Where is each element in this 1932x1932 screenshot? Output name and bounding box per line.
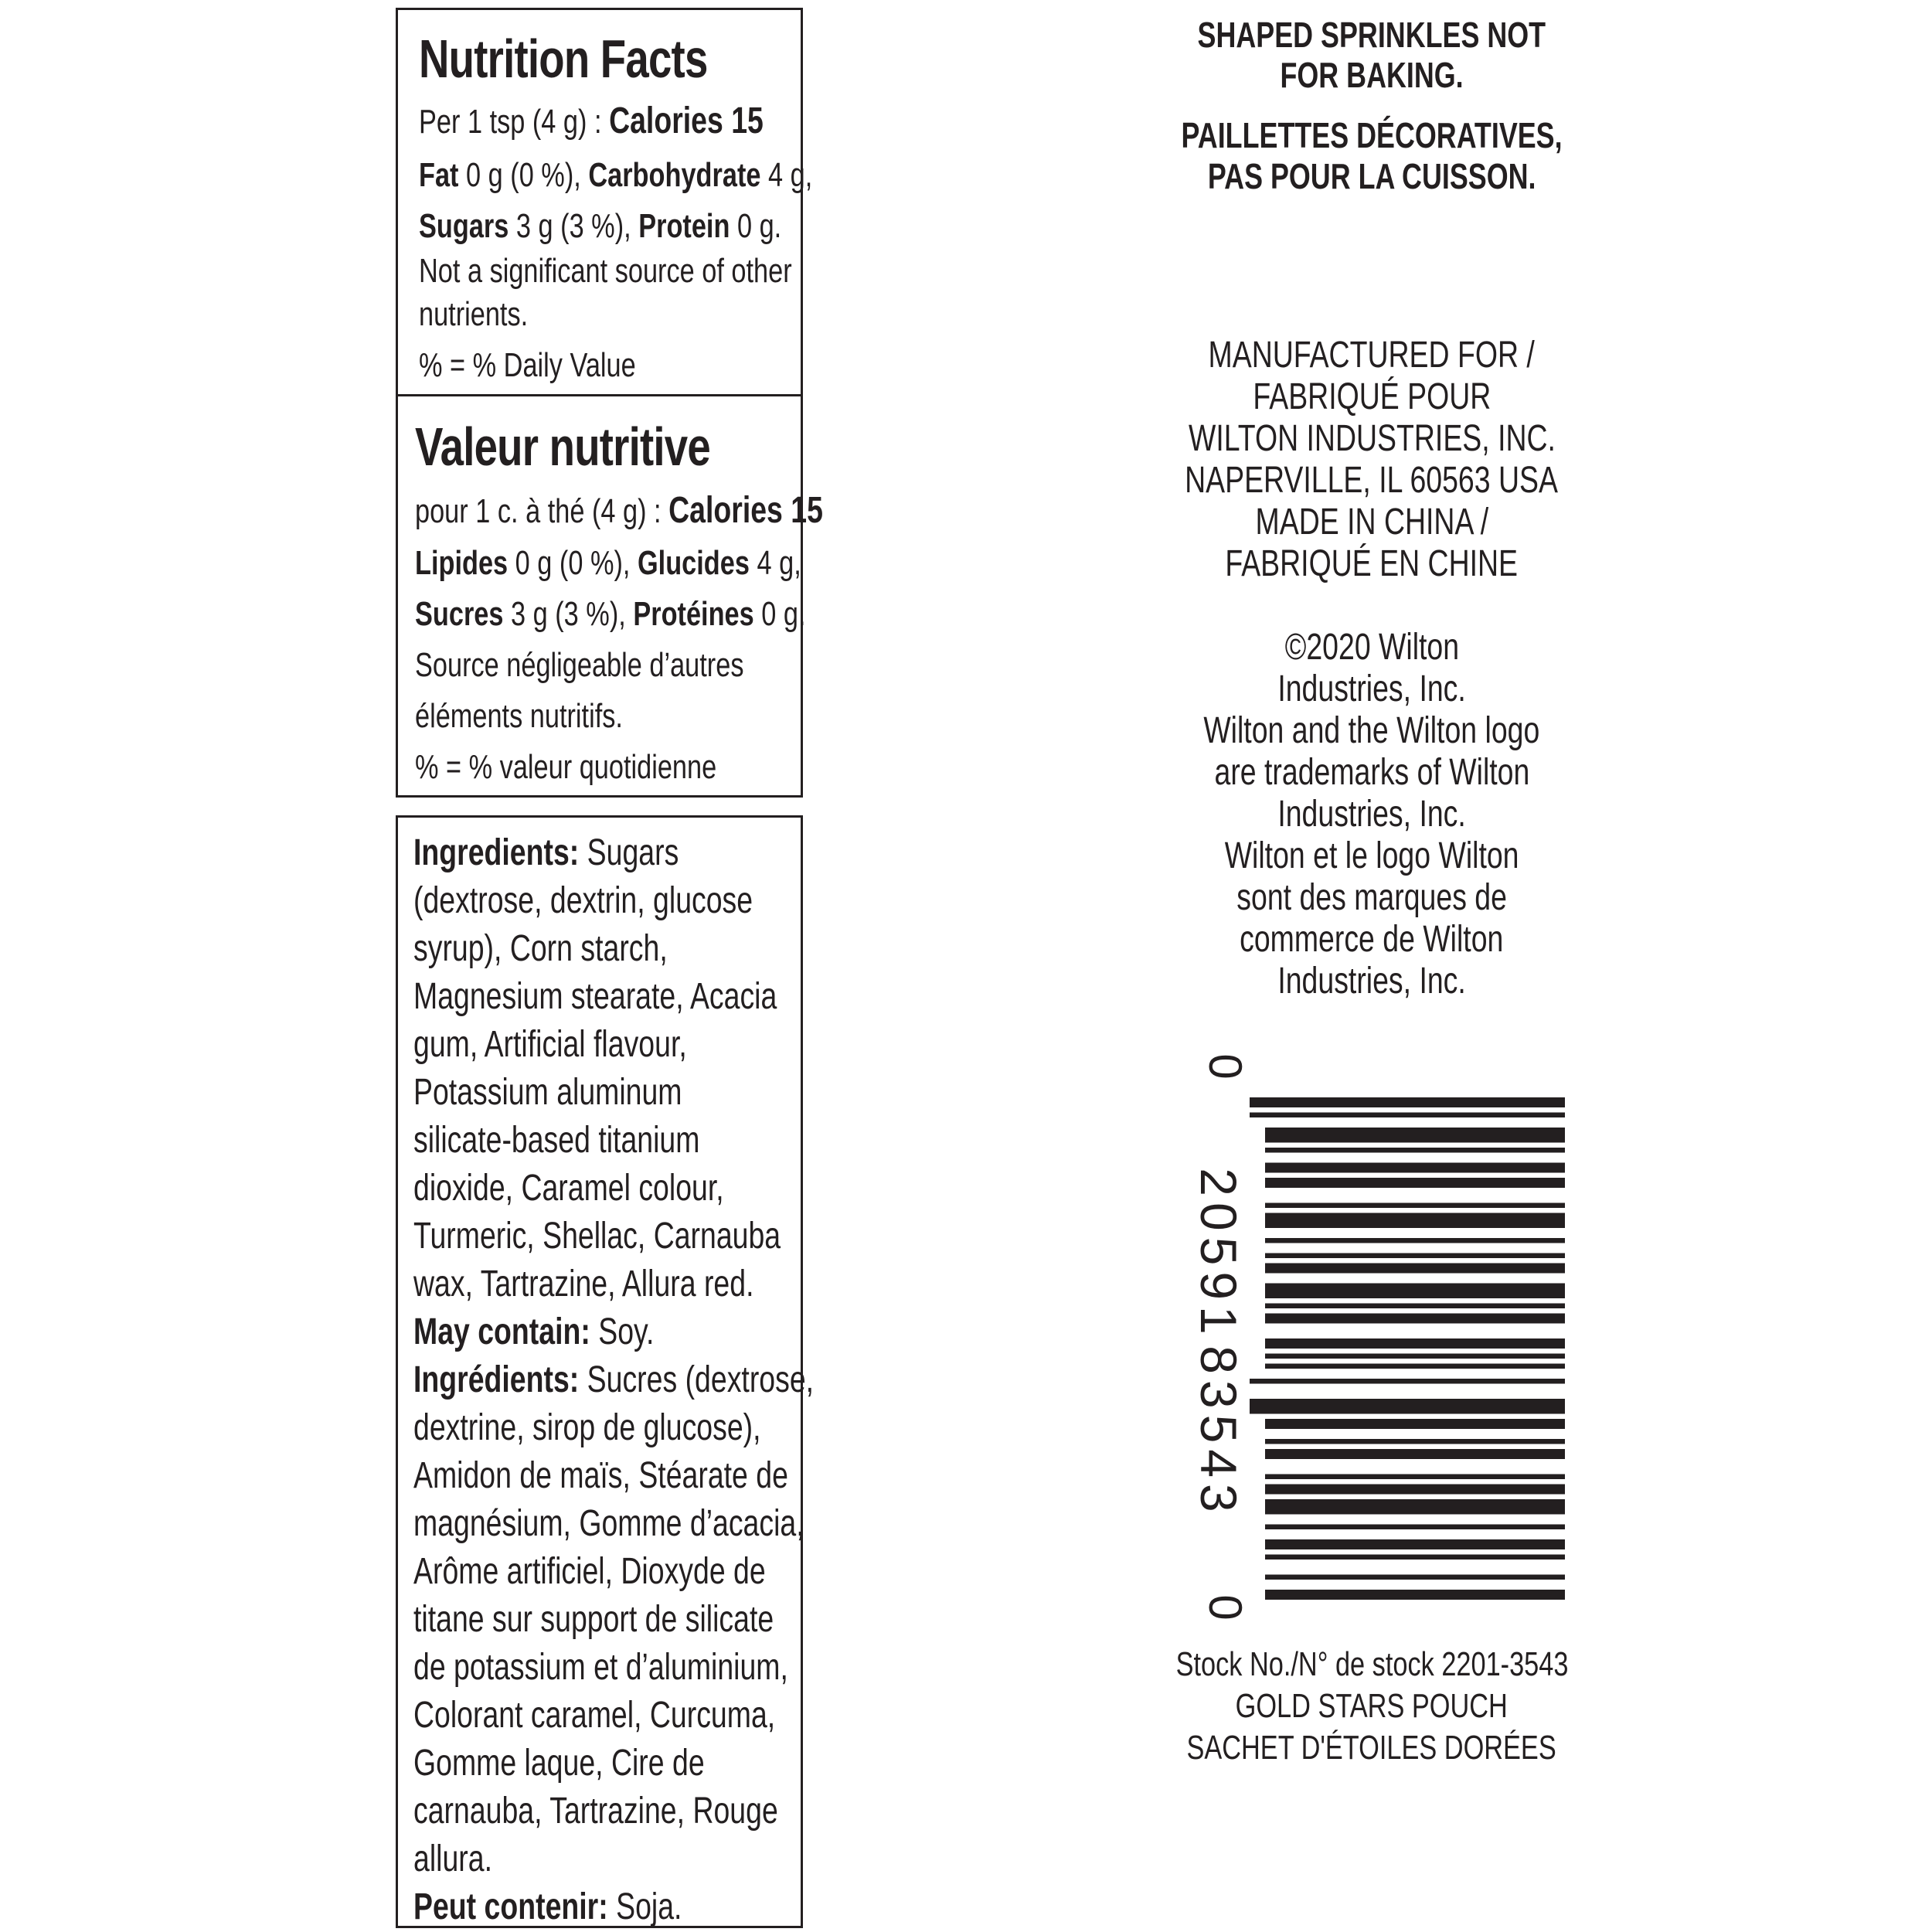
- copyright-line: Industries, Inc.: [1277, 961, 1466, 1002]
- barcode-group-2: 83543: [1190, 1345, 1247, 1519]
- ingredients-panel: [396, 815, 815, 1928]
- barcode-bar: [1265, 1364, 1565, 1369]
- stock-number: Stock No./N° de stock 2201-3543: [1175, 1645, 1569, 1683]
- copyright-line: are trademarks of Wilton: [1214, 752, 1529, 793]
- nutrition-serving-fr: pour 1 c. à thé (4 g) : Calories 15: [415, 490, 823, 531]
- manufacturer-line: FABRIQUÉ POUR: [1253, 376, 1491, 417]
- nutrition-note-fr-2: éléments nutritifs.: [415, 697, 623, 735]
- barcode-bar: [1265, 1238, 1565, 1243]
- barcode-group-1: 20591: [1190, 1168, 1247, 1341]
- ingredients-en-line: Ingredients: Sugars: [413, 832, 679, 873]
- barcode-bar: [1265, 1525, 1565, 1530]
- copyright-line: Industries, Inc.: [1277, 794, 1466, 835]
- ingredients-en-line: (dextrose, dextrin, glucose: [413, 880, 753, 921]
- barcode-bar: [1265, 1590, 1565, 1600]
- may-contain-en: May contain: Soy.: [413, 1311, 655, 1352]
- barcode-bar: [1250, 1399, 1565, 1414]
- manufacturer-line: NAPERVILLE, IL 60563 USA: [1185, 460, 1559, 501]
- barcode-bar: [1250, 1097, 1565, 1107]
- barcode-bar: [1265, 1439, 1565, 1444]
- may-contain-fr: Peut contenir: Soja.: [413, 1886, 682, 1927]
- barcode-bar: [1265, 1163, 1565, 1173]
- copyright-line: commerce de Wilton: [1240, 919, 1504, 960]
- nutrition-note-fr-1: Source négligeable d’autres: [415, 646, 744, 684]
- ingredients-fr-line: Amidon de maïs, Stéarate de: [413, 1455, 788, 1496]
- barcode-bar: [1265, 1338, 1565, 1349]
- ingredients-fr-line: magnésium, Gomme d’acacia,: [413, 1503, 804, 1544]
- nutrition-dv-fr: % = % valeur quotidienne: [415, 748, 717, 786]
- ingredients-fr-line: de potassium et d’aluminium,: [413, 1647, 788, 1688]
- manufacturer-line: MANUFACTURED FOR /: [1208, 335, 1536, 376]
- ingredients-en-line: dioxide, Caramel colour,: [413, 1168, 724, 1209]
- barcode-bar: [1265, 1485, 1565, 1495]
- ingredients-fr-line: carnauba, Tartrazine, Rouge: [413, 1791, 778, 1832]
- right-info-column: [1121, 0, 1623, 1932]
- barcode-lead-digit: 0: [1199, 1053, 1251, 1080]
- ingredients-en-line: silicate-based titanium: [413, 1120, 700, 1161]
- barcode-bar: [1265, 1354, 1565, 1359]
- valeur-nutritive-title: Valeur nutritive: [415, 417, 710, 477]
- copyright-line: Wilton and the Wilton logo: [1203, 710, 1540, 751]
- ingredients-fr-line: dextrine, sirop de glucose),: [413, 1407, 761, 1448]
- ingredients-en-line: Magnesium stearate, Acacia: [413, 976, 777, 1017]
- copyright-line: Wilton et le logo Wilton: [1224, 835, 1519, 876]
- nutrition-sugars-protein-en: Sugars 3 g (3 %), Protein 0 g.: [419, 207, 782, 245]
- product-name-fr: SACHET D'ÉTOILES DORÉES: [1186, 1729, 1557, 1767]
- barcode-bar: [1250, 1379, 1565, 1384]
- barcode-bar: [1265, 1555, 1565, 1560]
- ingredients-en-line: syrup), Corn starch,: [413, 928, 668, 969]
- barcode-bar: [1265, 1253, 1565, 1259]
- copyright-line: sont des marques de: [1236, 877, 1507, 918]
- ingredients-fr-line: titane sur support de silicate: [413, 1599, 774, 1640]
- ingredients-fr-line: Colorant caramel, Curcuma,: [413, 1695, 776, 1736]
- ingredients-fr-line: Gomme laque, Cire de: [413, 1743, 705, 1784]
- product-name-en: GOLD STARS POUCH: [1235, 1687, 1509, 1725]
- ingredients-fr-line: Ingrédients: Sucres (dextrose,: [413, 1359, 815, 1400]
- barcode: [1190, 1043, 1565, 1621]
- manufacturer-line: FABRIQUÉ EN CHINE: [1225, 543, 1519, 584]
- nutrition-sugars-protein-fr: Sucres 3 g (3 %), Protéines 0 g.: [415, 595, 806, 633]
- warning-fr-1: PAILLETTES DÉCORATIVES,: [1181, 115, 1563, 155]
- nutrition-facts-title: Nutrition Facts: [419, 29, 708, 89]
- barcode-bars: [1190, 1043, 1565, 1600]
- barcode-bar: [1265, 1419, 1565, 1429]
- copyright-line: Industries, Inc.: [1277, 668, 1466, 709]
- nutrition-note-en-2: nutrients.: [419, 295, 529, 333]
- barcode-bar: [1265, 1575, 1565, 1580]
- ingredients-fr-line: allura.: [413, 1838, 492, 1879]
- barcode-bar: [1265, 1213, 1565, 1229]
- manufacturer-line: MADE IN CHINA /: [1255, 502, 1488, 543]
- nutrition-fat-carb-en: Fat 0 g (0 %), Carbohydrate 4 g,: [419, 156, 813, 194]
- barcode-bar: [1265, 1148, 1565, 1153]
- nutrition-fat-carb-fr: Lipides 0 g (0 %), Glucides 4 g,: [415, 544, 801, 582]
- warning-en-1: SHAPED SPRINKLES NOT: [1197, 15, 1546, 55]
- ingredients-en-line: wax, Tartrazine, Allura red.: [413, 1264, 754, 1304]
- warning-en-2: FOR BAKING.: [1280, 55, 1464, 95]
- nutrition-note-en-1: Not a significant source of other: [419, 252, 792, 290]
- barcode-bar: [1265, 1203, 1565, 1209]
- barcode-bar: [1265, 1449, 1565, 1459]
- barcode-bar: [1265, 1128, 1565, 1143]
- ingredients-en-line: gum, Artificial flavour,: [413, 1024, 687, 1065]
- barcode-bar: [1250, 1113, 1565, 1118]
- nutrition-serving-en: Per 1 tsp (4 g) : Calories 15: [419, 100, 764, 141]
- nutrition-dv-en: % = % Daily Value: [419, 346, 636, 384]
- barcode-trail-digit: 0: [1199, 1594, 1251, 1621]
- copyright-line: ©2020 Wilton: [1284, 627, 1459, 668]
- barcode-bar: [1265, 1304, 1565, 1309]
- barcode-bar: [1265, 1178, 1565, 1188]
- barcode-bar: [1265, 1539, 1565, 1549]
- ingredients-en-line: Potassium aluminum: [413, 1072, 682, 1113]
- barcode-bar: [1265, 1499, 1565, 1515]
- manufacturer-line: WILTON INDUSTRIES, INC.: [1188, 418, 1556, 459]
- barcode-bar: [1265, 1475, 1565, 1480]
- barcode-bar: [1265, 1284, 1565, 1299]
- ingredients-fr-line: Arôme artificiel, Dioxyde de: [413, 1551, 766, 1592]
- nutrition-divider: [398, 394, 801, 396]
- barcode-bar: [1265, 1264, 1565, 1274]
- barcode-bar: [1265, 1314, 1565, 1324]
- nutrition-facts-panel: [396, 8, 823, 798]
- warning-fr-2: PAS POUR LA CUISSON.: [1207, 156, 1536, 196]
- ingredients-en-line: Turmeric, Shellac, Carnauba: [413, 1216, 781, 1257]
